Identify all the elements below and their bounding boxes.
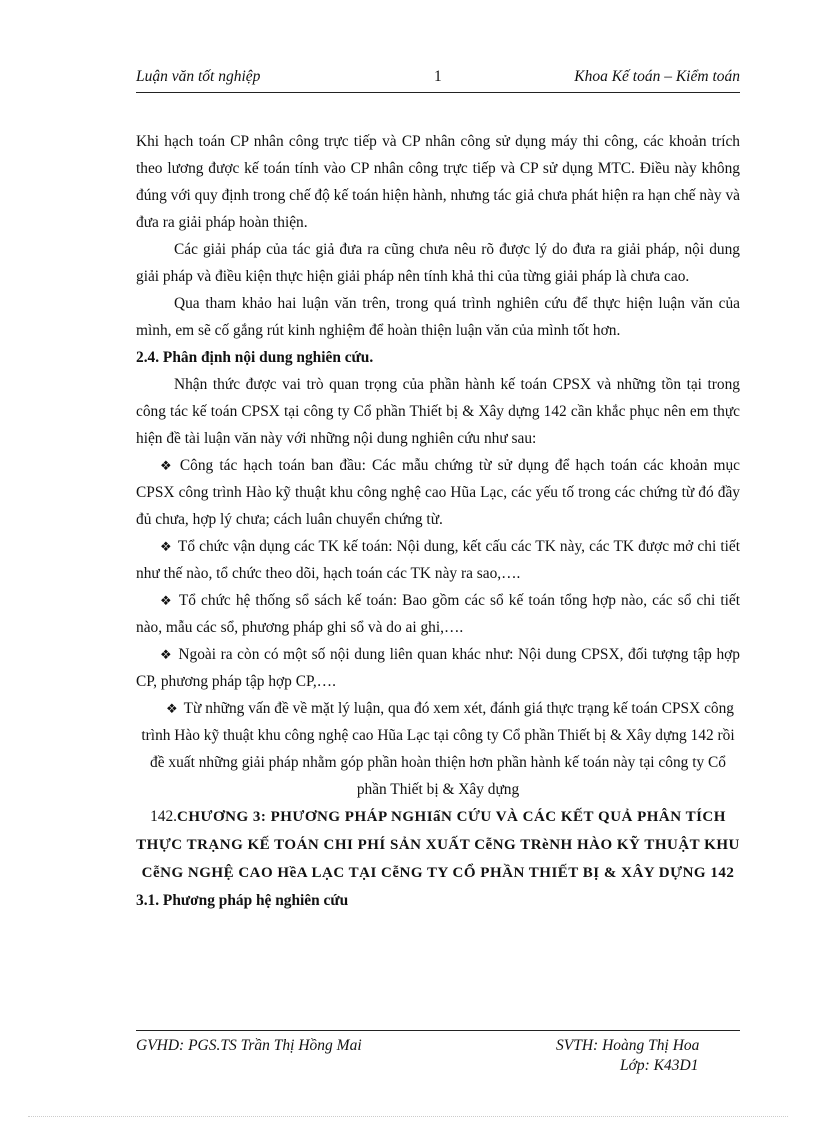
bullet-item [136,695,740,803]
bullet-item [136,587,740,641]
page-footer [136,1030,740,1074]
header-thesis-label: Luận văn tốt nghiệp [136,68,261,85]
diamond-bullet-icon: ❖ [160,593,173,608]
paragraph-4: Nhận thức được vai trò quan trọng của phần hành kế toán CPSX và những tồn tại trong công tác kế toán CPSX tại công ty Cổ phần Thiết bị & Xây dựng 142 cần khắc phục nên em thực hiện đề tài luận văn này với những nội dung nghiên cứu như sau: [136,376,740,447]
chapter-prefix: 142. [150,808,177,825]
diamond-bullet-icon: ❖ [160,539,172,554]
bullet-text: Tổ chức vận dụng các TK kế toán: Nội dung, kết cấu các TK này, các TK được mở chi tiết như thế nào, tổ chức theo dõi, hạch toán các TK này ra sao,…. [136,538,740,582]
page-header [136,68,740,93]
section-heading-2-4: 2.4. Phân định nội dung nghiên cứu. [136,349,374,366]
bullet-item [136,452,740,533]
footer-student: SVTH: Hoàng Thị Hoa [556,1037,700,1054]
footer-supervisor: GVHD: PGS.TS Trần Thị Hồng Mai [136,1037,362,1054]
bullet-text: Từ những vấn đề về mặt lý luận, qua đó xem xét, đánh giá thực trạng kế toán CPSX công trình Hào kỹ thuật khu công nghệ cao Hũa Lạc tại công ty Cổ phần Thiết bị & Xây dựng 142 rồi đề xuất những giải pháp nhằm góp phần hoàn thiện hơn phần hành kế toán này tại công ty Cổ phần Thiết bị & Xây dựng [141,700,735,798]
diamond-bullet-icon: ❖ [160,458,174,473]
chapter-heading [136,803,740,887]
chapter-title: CHƯƠNG 3: PHƯƠNG PHÁP NGHIấN CỨU VÀ CÁC KẾT QUẢ PHÂN TÍCH THỰC TRẠNG KẾ TOÁN CHI PHÍ SẢN XUẤT CễNG TRèNH HÀO KỸ THUẬT KHU CễNG NGHỆ CAO HềA LẠC TẠI CễNG TY CỔ PHẦN THIẾT BỊ & XÂY DỰNG 142 [136,809,740,881]
page-number: 1 [434,68,442,85]
section-heading-3-1: 3.1. Phương pháp hệ nghiên cứu [136,892,349,909]
bullet-text: Công tác hạch toán ban đầu: Các mẫu chứng từ sử dụng để hạch toán các khoản mục CPSX công trình Hào kỹ thuật khu công nghệ cao Hũa Lạc, các yếu tố trong các chứng từ đó đầy đủ chưa, hợp lý chưa; cách luân chuyển chứng từ. [136,457,740,528]
bullet-text: Ngoài ra còn có một số nội dung liên quan khác như: Nội dung CPSX, đối tượng tập hợp CP, phương pháp tập hợp CP,…. [136,646,740,690]
bullet-item [136,641,740,695]
bullet-text: Tổ chức hệ thống sổ sách kế toán: Bao gồm các sổ kế toán tổng hợp nào, các sổ chi tiết nào, mẫu các sổ, phương pháp ghi sổ và do ai ghi,…. [136,592,741,636]
paragraph-1: Khi hạch toán CP nhân công trực tiếp và CP nhân công sử dụng máy thi công, các khoản trích theo lương được kế toán tính vào CP nhân công trực tiếp và CP sử dụng MTC. Điều này không đúng với quy định trong chế độ kế toán hiện hành, nhưng tác giả chưa phát hiện ra hạn chế này và đưa ra giải pháp hoàn thiện. [136,133,740,231]
footer-class: Lớp: K43D1 [620,1057,699,1074]
header-faculty-label: Khoa Kế toán – Kiểm toán [574,68,740,85]
page-edge-divider [28,1116,788,1117]
paragraph-3: Qua tham khảo hai luận văn trên, trong quá trình nghiên cứu để thực hiện luận văn của mình, em sẽ cố gắng rút kinh nghiệm để hoàn thiện luận văn của mình tốt hơn. [136,295,740,339]
paragraph-2: Các giải pháp của tác giả đưa ra cũng chưa nêu rõ được lý do đưa ra giải pháp, nội dung giải pháp và điều kiện thực hiện giải pháp nên tính khả thi của từng giải pháp là chưa cao. [136,241,740,285]
diamond-bullet-icon: ❖ [160,647,173,662]
bullet-item [136,533,740,587]
diamond-bullet-icon: ❖ [166,701,178,716]
document-body [136,128,740,914]
